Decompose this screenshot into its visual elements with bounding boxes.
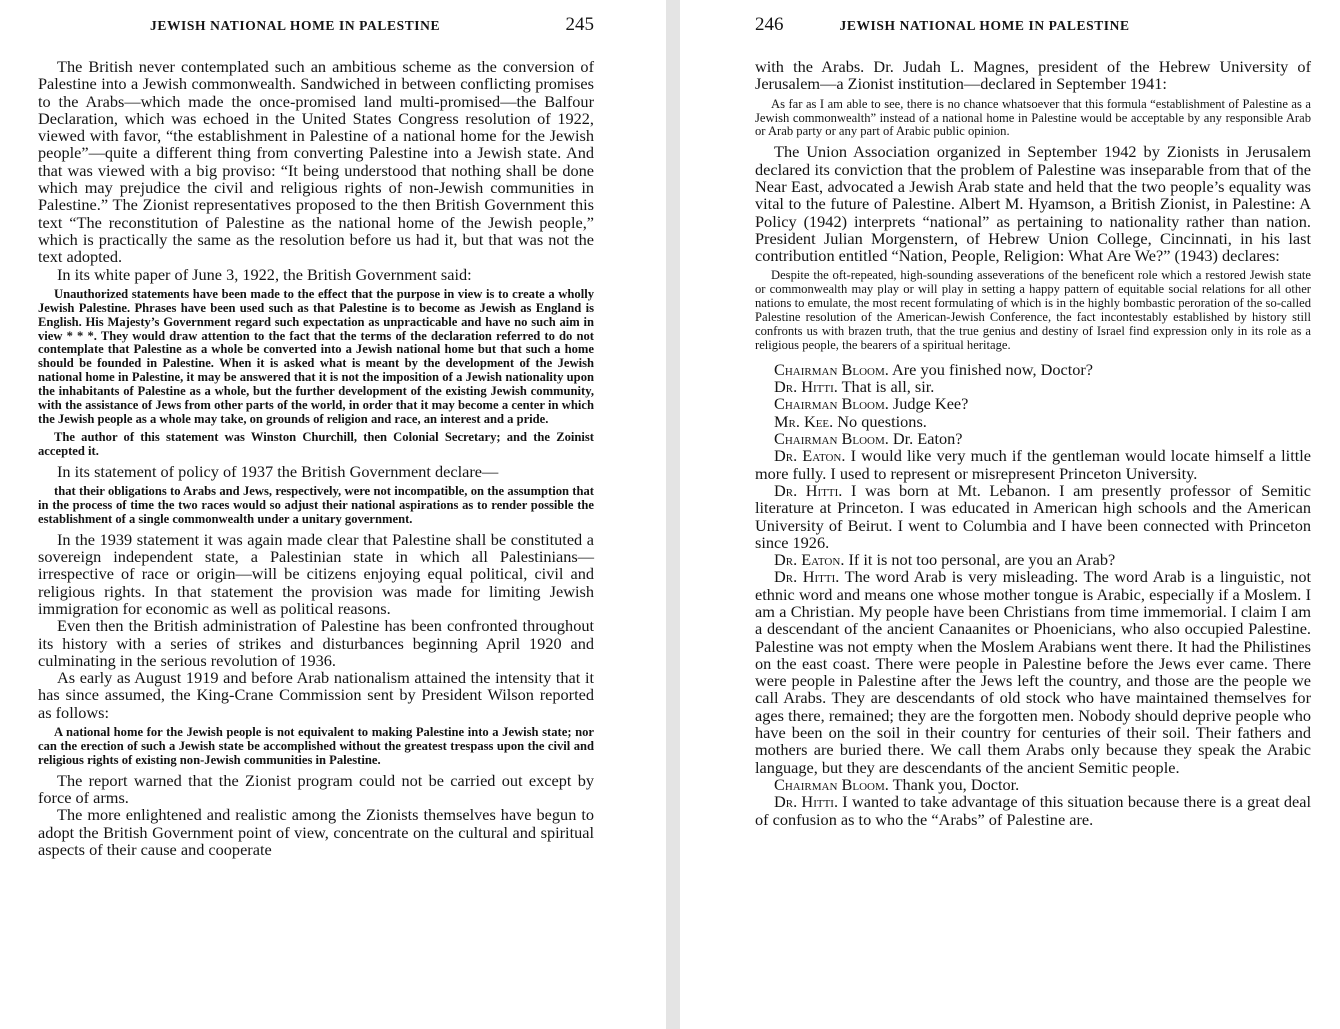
dialogue-speaker: Dr. Hitti. [774,567,840,587]
dialogue-line [755,793,1311,828]
left-page-number: 245 [565,14,594,35]
right-page-number: 246 [755,14,784,35]
white-paper-author-note: The author of this statement was Winston Churchill, then Colonial Secretary; and the Zoinist accepted it. [38,429,594,458]
left-paragraph-5: Even then the British administration of Palestine has been confronted throughout its history with a series of strikes and disturbances beginning April 1920 and culminating in the serious revolution of 1936. [38,616,594,670]
left-paragraph-2: In its white paper of June 3, 1922, the British Government said: [57,264,472,284]
dialogue-line [755,482,1311,551]
dialogue-speaker: Dr. Hitti. [774,792,839,812]
dialogue-text: Thank you, Doctor. [888,774,1020,794]
dialogue-text: I wanted to take advantage of this situation because there is a great deal of confusion as to who the “Arabs” of Palestine are. [755,792,1311,829]
dialogue-speaker: Chairman Bloom. [774,394,889,414]
dialogue-speaker: Chairman Bloom. [774,429,889,449]
right-running-head [755,14,1311,44]
dialogue-text: I was born at Mt. Lebanon. I am presently professor of Semitic literature at Princeton. I was educated in American high schools and the American University of Beirut. I went to Columbia and I have been connected with Princeton since 1926. [755,480,1311,552]
dialogue-text: That is all, sir. [837,377,935,397]
dialogue-speaker: Dr. Eaton. [774,446,846,466]
dialogue-speaker: Dr. Hitti. [774,377,838,397]
dialogue-text: No questions. [833,411,927,431]
dialogue-line [755,551,1311,568]
dialogue-speaker: Chairman Bloom. [774,359,889,379]
dialogue-line [755,776,1311,793]
right-paragraph-2: The Union Association organized in September 1942 by Zionists in Jerusalem declared its conviction that the problem of Palestine was inseparable from that of the Near East, advocated a Jewish Arab state and held that the two people’s equality was vital to the future of Palestine. Albert M. Hyamson, a British Zionist, in Palestine: A Policy (1942) interprets “national” as pertaining to nationality rather than nation. President Julian Morgenstern, of Hebrew Union College, Cincinnati, in his last contribution entitled “Nation, People, Religion: What Are We?” (1943) declares: [755,142,1311,266]
dialogue-line [755,447,1311,482]
right-running-title: JEWISH NATIONAL HOME IN PALESTINE [839,18,1130,33]
dialogue-speaker: Mr. Kee. [774,411,834,431]
magnes-quote: As far as I am able to see, there is no chance whatsoever that this formula “establishment of Palestine as a Jewish commonwealth” instead of a national home in Palestine would be acceptable by any responsible Arab or Arab party or any part of Arabic public opinion. [755,96,1311,139]
dialogue-line [755,361,1311,378]
left-running-head [38,14,594,44]
morgenstern-quote: Despite the oft-repeated, high-sounding asseverations of the beneficent role which a restored Jewish state or commonwealth may play or will play in setting a happy pattern of equitable social relations for all other nations to emulate, the most recent formulating of which is in the highly bombastic peroration of the so-called Palestine resolution of the American-Jewish Conference, the fact incontestably established by history still confronts us with brazen truth, that the true genius and destiny of Israel find expression only in its role as a religious people, the bearers of a spiritual heritage. [755,268,1311,352]
dialogue-text: Are you finished now, Doctor? [888,359,1094,379]
left-paragraph-4: In the 1939 statement it was again made clear that Palestine shall be constituted a sovereign independent state, a Palestinian state in which all Palestinians—irrespective of race or origin—will be citizens enjoying equal political, civil and religious rights. In that statement the provision was made for limiting Jewish immigration for economic as well as political reasons. [38,529,594,618]
dialogue-speaker: Dr. Eaton. [774,550,845,570]
right-paragraph-1: with the Arabs. Dr. Judah L. Magnes, president of the Hebrew University of Jerusalem—a Zionist institution—declared in September 1941: [755,57,1311,94]
dialogue-line [755,378,1311,395]
dialogue-speaker: Chairman Bloom. [774,774,889,794]
white-paper-quote: Unauthorized statements have been made to the effect that the purpose in view is to create a wholly Jewish Palestine. Phrases have been used such as that Palestine is to become as Jewish as England is English. His Majesty’s Government regard such expectation as unpracticable and have no such aim in view * * *. They would draw attention to the fact that the terms of the declaration referred to do not contemplate that Palestine as a whole be converted into a Jewish national home but that such a home should be founded in Palestine. When it is asked what is meant by the development of the Jewish national home in Palestine, it may be answered that it is not the imposition of a Jewish nationality upon the inhabitants of Palestine as a whole, but the further development of the existing Jewish community, with the assistance of Jews from other parts of the world, in order that it may become a center in which the Jewish people as a whole may take, on grounds of religion and race, an interest and a pride. [38,286,594,427]
left-paragraph-3: In its statement of policy of 1937 the British Government declare— [57,461,499,481]
right-page [680,0,1340,1029]
left-paragraph-7: The report warned that the Zionist program could not be carried out except by force of arms. [38,770,594,808]
king-crane-quote: A national home for the Jewish people is not equivalent to making Palestine into a Jewish state; nor can the erection of such a Jewish state be accomplished without the greatest trespass upon the civil and religious rights of existing non-Jewish communities in Palestine. [38,725,594,767]
dialogue-line [755,413,1311,430]
dialogue-speaker: Dr. Hitti. [774,480,843,500]
left-running-title: JEWISH NATIONAL HOME IN PALESTINE [150,18,441,33]
dialogue-text: Judge Kee? [888,394,969,414]
dialogue-line [755,568,1311,776]
dialogue-text: The word Arab is very misleading. The word Arab is a linguistic, not ethnic word and means one whose mother tongue is Arabic, especially if a Moslem. I am a Christian. My people have been Christians from time immemorial. I claim I am a descendant of the ancient Canaanites or Phoenicians, who also occupied Palestine. Palestine was not empty when the Moslem Arabians went there. It had the Philistines on the east coast. There were people in Palestine before the Jews ever came. There were people in Palestine after the Jews left the country, and those are the people we call Arabs. They are descendants of old stock who have maintained themselves for ages there, remained; they are the forgotten men. Nobody should deprive people who have been on the soil in their country for centuries of their soil. Their fathers and mothers are buried there. We call them Arabs only because they speak the Arabic language, but they are descendants of the ancient Semitic people. [755,567,1311,777]
dialogue-text: I would like very much if the gentleman would locate himself a little more fully. I used to represent or misrepresent Princeton University. [755,446,1311,483]
dialogue-line [755,395,1311,412]
left-paragraph-8: The more enlightened and realistic among the Zionists themselves have begun to adopt the British Government point of view, concentrate on the cultural and spiritual aspects of their cause and cooperate [38,805,594,859]
dialogue-text: If it is not too personal, are you an Arab? [844,550,1116,570]
left-page [0,0,666,1029]
left-paragraph-1: The British never contemplated such an ambitious scheme as the conversion of Palestine into a Jewish commonwealth. Sandwiched in between conflicting promises to the Arabs—which made the once-promised land multi-promised—the Balfour Declaration, which was echoed in the United States Congress resolution of 1922, viewed with favor, “the establishment in Palestine of a national home for the Jewish people”—quite a different thing from converting Palestine into a Jewish state. And that was viewed with a big proviso: “It being understood that nothing shall be done which may prejudice the civil and religious rights of non-Jewish communities in Palestine.” The Zionist representatives proposed to the then British Government this text “The reconstitution of Palestine as the national home of the Jewish people,” which is practically the same as the resolution before us had it, but that was not the text adopted. [38,57,594,267]
dialogue-text: Dr. Eaton? [888,429,963,449]
hearing-dialogue [755,361,1311,828]
policy-1937-quote: that their obligations to Arabs and Jews, respectively, were not incompatible, on the assumption that in the process of time the two races would so adjust their national aspirations as to render possible the establishment of a single commonwealth under a unitary government. [38,484,594,526]
dialogue-line [755,430,1311,447]
left-paragraph-6: As early as August 1919 and before Arab nationalism attained the intensity that it has since assumed, the King-Crane Commission sent by President Wilson reported as follows: [38,668,594,722]
